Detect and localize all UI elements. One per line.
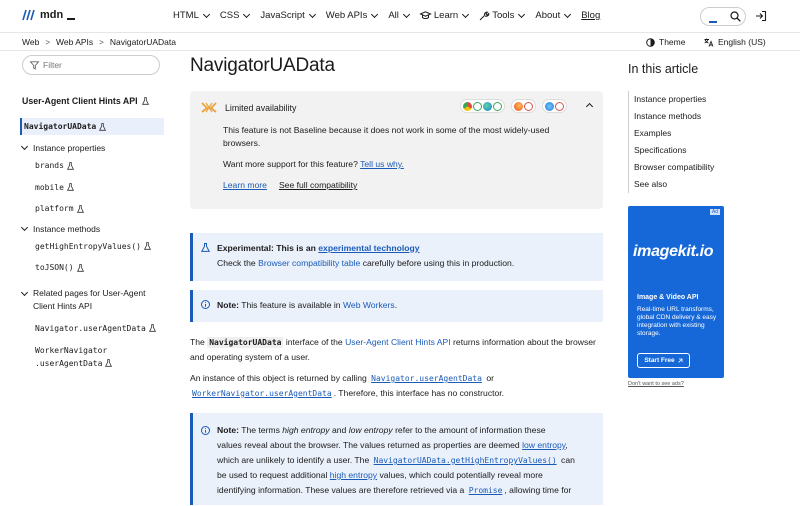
note2-text: The terms <box>241 425 280 435</box>
sidebar-item-label: platform <box>35 204 74 214</box>
sidebar-api-title[interactable] <box>22 96 167 106</box>
nav-html[interactable] <box>173 10 209 21</box>
imagekit-ad[interactable] <box>628 206 724 378</box>
tell-us-why-link[interactable]: Tell us why. <box>360 159 404 169</box>
baseline-description <box>223 124 583 150</box>
logo-text: mdn <box>40 9 64 21</box>
note2-text: values reveal about the browser. The values returned as properties are deemed <box>217 440 520 450</box>
login-icon[interactable] <box>755 10 767 22</box>
experimental-callout <box>190 233 603 281</box>
chevron-down-icon <box>371 10 378 17</box>
search-button[interactable] <box>700 7 746 26</box>
nav-label: Blog <box>581 10 601 21</box>
chevron-down-icon <box>21 223 28 230</box>
nav-label: Learn <box>433 10 459 21</box>
mdn-logo-icon <box>22 9 36 21</box>
cta-label: Start Free <box>644 357 675 364</box>
breadcrumb-web-apis[interactable]: Web APIs <box>56 37 94 47</box>
learn-more-link[interactable]: Learn more <box>223 180 267 190</box>
sidebar-item-label: Navigator.userAgentData <box>35 323 146 333</box>
baseline-header[interactable] <box>201 102 296 113</box>
info-icon <box>201 300 210 309</box>
baseline-text-1: This feature is not Baseline because it does not work in some of the most widely-used <box>223 125 550 135</box>
top-navigation-bar <box>0 0 800 33</box>
browser-compat-table-link[interactable]: Browser compatibility table <box>258 258 361 268</box>
experimental-flask-icon <box>77 264 84 272</box>
baseline-text-2: browsers. <box>223 138 261 148</box>
sidebar-item-line2-wrap <box>35 357 167 370</box>
chevron-up-icon[interactable] <box>586 103 593 110</box>
main-nav <box>173 10 600 21</box>
p2-pre: An instance of this object is returned by calling <box>190 373 367 383</box>
start-free-button[interactable] <box>637 353 690 368</box>
chevron-down-icon <box>403 10 410 17</box>
chevron-down-icon <box>21 143 28 150</box>
support-question-text: Want more support for this feature? <box>223 159 358 169</box>
compat-post: carefully before using this in production. <box>362 258 515 268</box>
toc-item-instance-properties[interactable]: Instance properties <box>634 94 707 104</box>
ad-label: Ad <box>711 209 718 215</box>
note-body: This feature is available in <box>241 300 341 310</box>
sidebar-item-label: toJSON() <box>35 263 74 273</box>
cross-icon <box>555 102 564 111</box>
sidebar-item-label: brands <box>35 161 64 171</box>
sidebar-item-platform[interactable] <box>35 198 167 220</box>
table-of-contents <box>628 62 778 193</box>
gethighentropyvalues-link[interactable] <box>372 455 559 465</box>
experimental-flask-icon <box>144 242 151 250</box>
sidebar-item-mobile[interactable] <box>35 177 167 199</box>
navigator-useragentdata-link[interactable] <box>369 373 484 383</box>
chevron-down-icon <box>203 10 210 17</box>
note2-text: , allowing time for <box>504 485 572 495</box>
imagekit-logo: imagekit.io <box>633 243 714 260</box>
see-full-compatibility-link[interactable]: See full compatibility <box>278 180 358 190</box>
high-entropy-link[interactable]: high entropy <box>329 470 378 480</box>
sidebar <box>22 55 167 370</box>
note2-text: and <box>331 425 347 435</box>
nav-web-apis[interactable] <box>326 10 378 21</box>
theme-icon <box>646 38 655 47</box>
p2-or: or <box>486 373 494 383</box>
theme-button[interactable] <box>646 37 685 47</box>
note2-text: values, which could potentially reveal more <box>379 470 543 480</box>
language-button[interactable] <box>704 37 766 47</box>
nav-learn[interactable] <box>420 10 468 21</box>
note-text <box>193 290 603 321</box>
experimental-technology-link[interactable]: experimental technology <box>318 243 420 253</box>
sidebar-item-label-line2: .userAgentData <box>35 358 103 368</box>
sidebar-item-label: mobile <box>35 182 64 192</box>
chevron-down-icon <box>243 10 250 17</box>
related-label <box>33 287 145 313</box>
web-workers-note <box>190 290 603 322</box>
toc-title: In this article <box>628 62 699 76</box>
code-link-text: Promise <box>468 486 503 495</box>
ad-heading: Image & Video API <box>637 294 699 301</box>
nav-css[interactable] <box>220 10 250 21</box>
chevron-down-icon <box>518 10 525 17</box>
experimental-flask-icon <box>67 162 74 170</box>
toc-item-browser-compatibility[interactable]: Browser compatibility <box>634 162 715 172</box>
experimental-text <box>193 233 603 279</box>
note2-text: be used to request additional <box>217 470 328 480</box>
breadcrumb <box>22 37 176 47</box>
toc-item-examples[interactable]: Examples <box>634 128 672 138</box>
sidebar-current-label: NavigatorUAData <box>24 122 97 131</box>
breadcrumb-web[interactable]: Web <box>22 37 40 47</box>
web-workers-link[interactable]: Web Workers <box>342 300 395 310</box>
chevron-down-icon <box>309 10 316 17</box>
group-label: Instance methods <box>33 223 101 234</box>
experimental-flask-icon <box>105 359 112 367</box>
note2-em: high entropy <box>282 425 330 435</box>
sidebar-item-label-line1: WorkerNavigator <box>35 345 108 355</box>
browser-support-icons <box>460 99 567 113</box>
nav-label: JavaScript <box>260 10 305 21</box>
promise-link[interactable] <box>467 485 505 495</box>
entropy-note <box>190 413 603 505</box>
workernavigator-useragentdata-link[interactable] <box>190 388 334 398</box>
sidebar-item-brands[interactable] <box>35 155 167 177</box>
note-label: Note: <box>217 300 239 310</box>
note2-text: which are unlikely to identify a user. The <box>217 455 370 465</box>
chrome-icon <box>463 102 472 111</box>
translate-icon <box>704 38 714 47</box>
experimental-flask-icon <box>201 243 210 252</box>
note2-text: refer to the amount of information these <box>395 425 546 435</box>
nav-about[interactable] <box>535 10 570 21</box>
compat-pre: Check the <box>217 258 256 268</box>
code-link-text: NavigatorUAData.getHighEntropyValues() <box>373 456 557 465</box>
breadcrumb-current[interactable]: NavigatorUAData <box>109 37 176 47</box>
external-link-icon <box>677 358 683 364</box>
nav-blog[interactable] <box>581 10 600 21</box>
ad-optout-link[interactable]: Don't want to see ads? <box>628 381 684 387</box>
chevron-right-icon: > <box>99 37 104 47</box>
toc-list <box>628 91 778 193</box>
sidebar-title-text: User-Agent Client Hints API <box>22 96 138 106</box>
nav-label: HTML <box>173 10 199 21</box>
sidebar-group-instance-properties[interactable] <box>22 143 167 153</box>
group-label: Instance properties <box>33 143 106 153</box>
note2-text: , <box>565 440 568 450</box>
firefox-support <box>511 99 536 113</box>
entropy-note-text <box>193 413 603 506</box>
search-cursor <box>709 21 717 23</box>
chevron-right-icon: > <box>45 37 50 47</box>
page-title: NavigatorUAData <box>190 55 335 76</box>
sidebar-filter-input[interactable] <box>22 55 160 75</box>
experimental-flask-icon <box>149 324 156 332</box>
note-label: Note: <box>217 425 239 435</box>
limited-availability-icon <box>201 102 217 113</box>
cross-icon <box>524 102 533 111</box>
nav-label: Web APIs <box>325 10 368 21</box>
note2-text: can <box>561 455 575 465</box>
p1-post: returns information about the <box>453 337 563 347</box>
toc-item-specifications[interactable]: Specifications <box>634 145 687 155</box>
safari-support <box>542 99 567 113</box>
baseline-links <box>223 179 583 192</box>
nav-all[interactable] <box>388 10 409 21</box>
sidebar-item-tojson[interactable] <box>35 257 167 279</box>
safari-icon <box>545 102 554 111</box>
baseline-body <box>223 124 583 192</box>
logo-underscore <box>67 18 75 19</box>
graduation-cap-icon <box>420 11 431 20</box>
search-icon <box>730 11 741 22</box>
nav-label: Tools <box>492 10 515 21</box>
main-content <box>190 55 604 505</box>
instance-paragraph <box>190 371 600 401</box>
theme-label: Theme <box>659 37 686 47</box>
nav-tools[interactable] <box>479 10 524 21</box>
filter-icon <box>30 61 39 70</box>
chevron-down-icon <box>21 288 28 295</box>
mdn-logo[interactable] <box>22 9 75 21</box>
note2-em: low entropy <box>348 425 393 435</box>
experimental-intro: This is an <box>276 243 316 253</box>
experimental-flask-icon <box>142 97 149 105</box>
ad-copy: Real-time URL transforms, global CDN delivery & easy integration with existing storage. <box>637 306 717 337</box>
p1-mid: interface of the <box>285 337 343 347</box>
toc-item-see-also[interactable]: See also <box>634 179 668 189</box>
experimental-label: Experimental: <box>217 243 274 253</box>
note2-text: identifying information. These values are therefore retrieved via a <box>217 485 465 495</box>
check-icon <box>493 102 502 111</box>
filter-placeholder: Filter <box>43 60 62 70</box>
nav-label: All <box>388 10 399 21</box>
edge-icon <box>483 102 492 111</box>
intro-paragraph <box>190 335 600 365</box>
sidebar-item-gethighentropyvalues[interactable] <box>35 236 167 258</box>
baseline-banner <box>190 91 603 209</box>
nav-label: CSS <box>219 10 240 21</box>
experimental-flask-icon <box>99 123 106 131</box>
breadcrumb-bar <box>0 33 800 51</box>
sidebar-item-workernavigator-useragentdata[interactable] <box>35 344 167 370</box>
language-label: English (US) <box>718 37 766 47</box>
related-label-line2: Client Hints API <box>33 300 93 311</box>
p2-post: . Therefore, this interface has no constructor. <box>333 388 505 398</box>
code-link-text: WorkerNavigator.userAgentData <box>192 389 332 398</box>
sidebar-item-navigatoruadata[interactable] <box>20 118 164 135</box>
chevron-down-icon <box>564 10 571 17</box>
code-link-text: Navigator.userAgentData <box>371 374 482 383</box>
p1-pre: The <box>190 337 205 347</box>
chrome-edge-support <box>460 99 505 113</box>
ua-client-hints-link[interactable]: User-Agent Client Hints API <box>345 337 451 347</box>
related-label-line1: Related pages for User-Agent <box>33 287 146 298</box>
chevron-down-icon <box>462 10 469 17</box>
sidebar-group-instance-methods[interactable] <box>22 224 167 234</box>
navigatoruadata-code: NavigatorUAData <box>209 338 282 347</box>
experimental-flask-icon <box>77 205 84 213</box>
info-icon <box>201 426 210 435</box>
firefox-icon <box>514 102 523 111</box>
sidebar-item-navigator-useragentdata[interactable] <box>35 322 167 335</box>
nav-label: About <box>535 10 561 21</box>
baseline-label: Limited availability <box>225 102 297 113</box>
sidebar-group-related-pages[interactable] <box>22 287 167 313</box>
note-end: . <box>394 300 398 310</box>
baseline-support-question <box>223 158 583 171</box>
check-icon <box>473 102 482 111</box>
p1-line2: browser and operating system of a user. <box>190 337 596 362</box>
experimental-flask-icon <box>67 183 74 191</box>
wrench-icon <box>479 11 489 21</box>
low-entropy-link[interactable]: low entropy <box>522 440 566 450</box>
nav-javascript[interactable] <box>260 10 314 21</box>
toc-item-instance-methods[interactable]: Instance methods <box>634 111 702 121</box>
sidebar-item-label: getHighEntropyValues() <box>35 241 141 251</box>
